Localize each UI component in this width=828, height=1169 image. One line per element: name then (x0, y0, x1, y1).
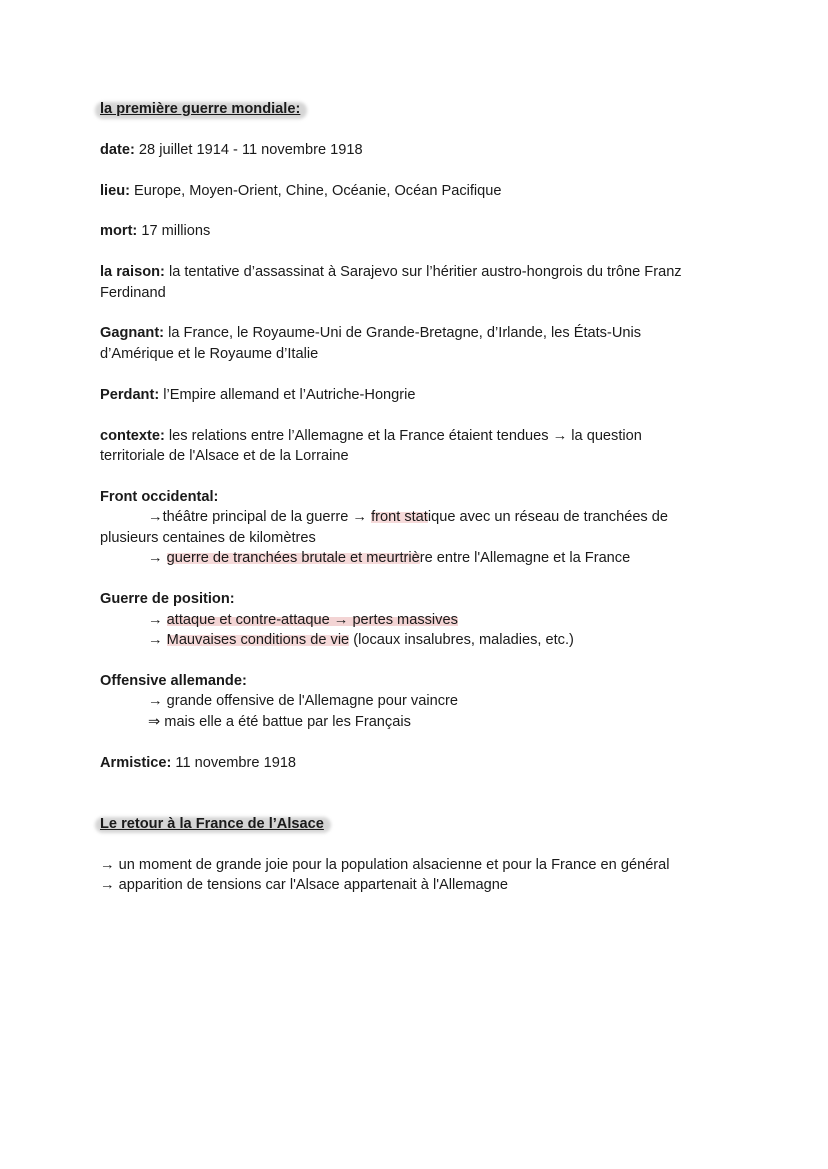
perdant-line (100, 385, 768, 406)
offensive-line-2: ⇒ mais elle a été battue par les Français (148, 713, 411, 730)
offensive-label: Offensive allemande: (100, 672, 247, 689)
position-arrow-1: → (148, 611, 167, 628)
position-label: Guerre de position: (100, 591, 235, 608)
contexte-value-1: les relations entre l’Allemagne et la France étaient tendues → la question (164, 427, 642, 444)
raison-line-2: Ferdinand (100, 284, 166, 301)
position-arrow-2: → (148, 632, 167, 649)
mort-value: 17 millions (137, 223, 211, 240)
front-label: Front occidental: (100, 488, 219, 505)
front-line-2: plusieurs centaines de kilomètres (100, 529, 316, 546)
lieu-line (100, 181, 768, 202)
gagnant-line (100, 323, 768, 344)
section-heading-alsace (100, 814, 768, 835)
front-text-c: re entre l'Allemagne et la France (419, 550, 631, 567)
heading-text-alsace: Le retour à la France de l’Alsace (97, 814, 327, 835)
mort-line (100, 221, 768, 242)
contexte-label: contexte: (100, 427, 165, 444)
contexte-line-2: territoriale de l'Alsace et de la Lorraine (100, 448, 349, 465)
lieu-value: Europe, Moyen-Orient, Chine, Océanie, Océan Pacifique (130, 182, 502, 199)
gagnant-label: Gagnant: (100, 325, 165, 342)
front-highlight-2: guerre de tranchées brutale et meurtriè (166, 550, 420, 567)
position-text: (locaux insalubres, maladies, etc.) (349, 632, 574, 649)
raison-value-1: la tentative d’assassinat à Sarajevo sur l’héritier austro-hongrois du trône Franz (164, 264, 682, 281)
armistice-value: 11 novembre 1918 (171, 754, 297, 771)
position-highlight-1: attaque et contre-attaque → pertes massives (166, 611, 458, 628)
armistice-label: Armistice: (100, 754, 172, 771)
perdant-label: Perdant: (100, 386, 160, 403)
front-line-3 (100, 548, 768, 569)
armistice-line (100, 753, 768, 774)
front-arrow: → (148, 550, 167, 567)
gagnant-line-2: d’Amérique et le Royaume d’Italie (100, 345, 319, 362)
position-highlight-2: Mauvaises conditions de vie (166, 632, 350, 649)
date-line (100, 140, 768, 161)
mort-label: mort: (100, 223, 138, 240)
lieu-label: lieu: (100, 182, 130, 199)
alsace-line-1: → un moment de grande joie pour la population alsacienne et pour la France en général (100, 856, 670, 873)
offensive-line-1: → grande offensive de l'Allemagne pour vaincre (148, 693, 458, 710)
gagnant-value-1: la France, le Royaume-Uni de Grande-Bretagne, d’Irlande, les États-Unis (164, 325, 642, 342)
position-line-2 (100, 630, 768, 651)
raison-line (100, 262, 768, 283)
perdant-value: l’Empire allemand et l’Autriche-Hongrie (159, 386, 416, 403)
front-highlight-1: front stat (371, 509, 428, 526)
front-text-b: ique avec un réseau de tranchées de (427, 509, 669, 526)
heading-text: la première guerre mondiale: (97, 99, 303, 120)
contexte-line (100, 426, 768, 447)
alsace-line-2: → apparition de tensions car l'Alsace appartenait à l'Allemagne (100, 877, 508, 894)
front-text-a: →théâtre principal de la guerre → (148, 509, 372, 526)
raison-label: la raison: (100, 264, 165, 281)
date-value: 28 juillet 1914 - 11 novembre 1918 (134, 141, 363, 158)
position-line-1 (100, 610, 768, 631)
front-line-1 (100, 507, 768, 528)
section-heading-ww1 (100, 99, 768, 120)
date-label: date: (100, 141, 135, 158)
